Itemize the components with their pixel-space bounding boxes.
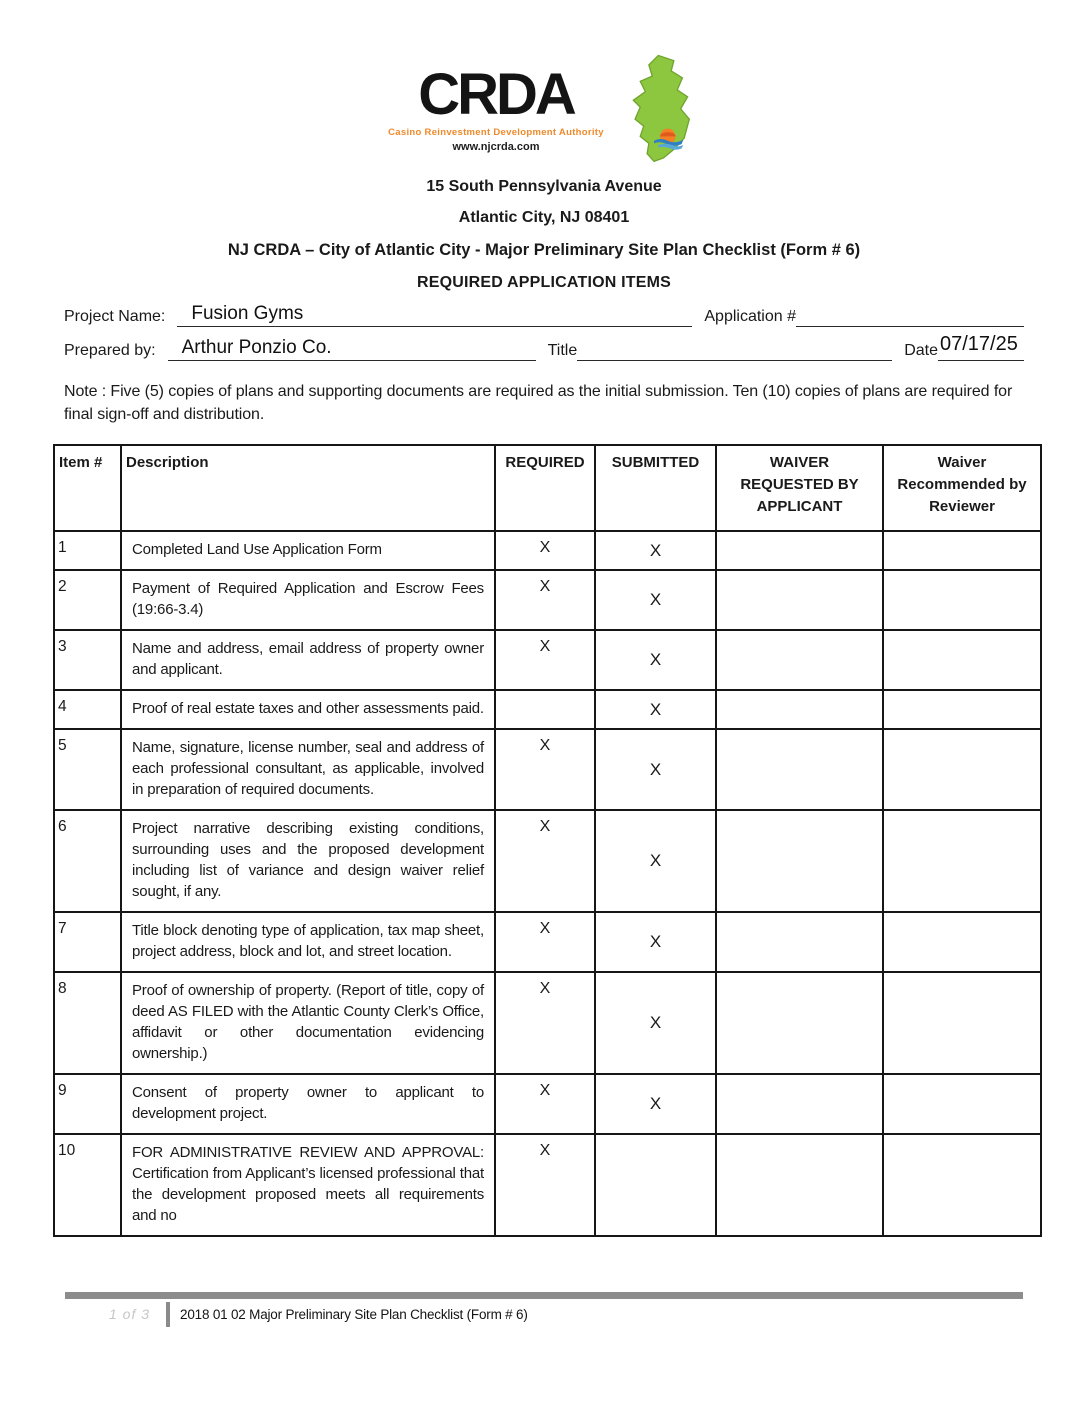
- required-mark-cell[interactable]: [495, 690, 595, 729]
- item-description: Name, signature, license number, seal and address of each professional consultant, as applicable, involved in preparation of required documents.: [121, 729, 495, 810]
- checklist-row: [54, 810, 1041, 912]
- prepared-by-row: [64, 333, 1024, 361]
- header-required: REQUIRED: [495, 445, 595, 531]
- waiver-requested-cell[interactable]: [716, 912, 883, 972]
- waiver-recommended-cell[interactable]: [883, 1074, 1041, 1134]
- waiver-recommended-cell[interactable]: [883, 972, 1041, 1074]
- header-submitted: SUBMITTED: [595, 445, 716, 531]
- page-indicator: 1 of 3: [109, 1306, 151, 1322]
- submitted-mark-cell[interactable]: X: [595, 810, 716, 912]
- waiver-requested-cell[interactable]: [716, 810, 883, 912]
- item-number: 6: [54, 810, 121, 912]
- waiver-recommended-cell[interactable]: [883, 810, 1041, 912]
- address-line-2: Atlantic City, NJ 08401: [458, 209, 630, 226]
- item-description: Proof of ownership of property. (Report of title, copy of deed AS FILED with the Atlantic County Clerk’s Office, affidavit or other documentation evidencing ownership.): [121, 972, 495, 1074]
- section-title: REQUIRED APPLICATION ITEMS: [416, 274, 672, 291]
- project-name-label: Project Name:: [64, 308, 166, 325]
- checklist-row: [54, 690, 1041, 729]
- header-waiver-requested: WAIVER REQUESTED BY APPLICANT: [716, 445, 883, 531]
- required-mark-cell[interactable]: X: [495, 729, 595, 810]
- waiver-requested-cell[interactable]: [716, 729, 883, 810]
- title-label: Title: [547, 342, 578, 359]
- item-description: Title block denoting type of application, tax map sheet, project address, block and lot, and street location.: [121, 912, 495, 972]
- form-title: NJ CRDA – City of Atlantic City - Major Preliminary Site Plan Checklist (Form # 6): [227, 241, 861, 259]
- footer-filename: 2018 01 02 Major Preliminary Site Plan Checklist (Form # 6): [180, 1306, 528, 1322]
- application-number-field[interactable]: [796, 302, 1024, 327]
- header-waiver-recommended: Waiver Recommended by Reviewer: [883, 445, 1041, 531]
- item-number: 7: [54, 912, 121, 972]
- application-fields: [64, 302, 1024, 361]
- waiver-recommended-cell[interactable]: [883, 531, 1041, 570]
- checklist-row: [54, 972, 1041, 1074]
- footer-rule: [65, 1292, 1023, 1299]
- crda-logo: [0, 0, 1088, 164]
- item-description: Consent of property owner to applicant to development project.: [121, 1074, 495, 1134]
- page-footer: [65, 1292, 1023, 1327]
- date-field[interactable]: [938, 333, 1024, 361]
- submitted-mark-cell[interactable]: X: [595, 690, 716, 729]
- crda-acronym: CRDA: [418, 62, 574, 127]
- date-label: Date: [904, 342, 938, 359]
- waiver-recommended-cell[interactable]: [883, 630, 1041, 690]
- submission-note: Note : Five (5) copies of plans and supporting documents are required as the initial submission. Ten (10) copies of plans are required for final sign-off and distribution.: [64, 383, 1013, 423]
- application-number-label: Application #: [704, 308, 796, 325]
- waiver-requested-cell[interactable]: [716, 972, 883, 1074]
- crda-website: www.njcrda.com: [452, 141, 540, 153]
- prepared-by-field[interactable]: [168, 336, 536, 361]
- submitted-mark-cell[interactable]: X: [595, 531, 716, 570]
- checklist-row: [54, 1134, 1041, 1236]
- checklist-row: [54, 630, 1041, 690]
- required-mark-cell[interactable]: X: [495, 531, 595, 570]
- waiver-recommended-cell[interactable]: [883, 729, 1041, 810]
- new-jersey-state-icon: [608, 52, 700, 164]
- submitted-mark-cell[interactable]: X: [595, 1074, 716, 1134]
- title-field[interactable]: [577, 336, 892, 361]
- crda-logo-text: [388, 62, 604, 153]
- item-description: Name and address, email address of property owner and applicant.: [121, 630, 495, 690]
- submitted-mark-cell[interactable]: X: [595, 570, 716, 630]
- required-mark-cell[interactable]: X: [495, 630, 595, 690]
- item-number: 3: [54, 630, 121, 690]
- item-number: 5: [54, 729, 121, 810]
- waiver-requested-cell[interactable]: [716, 531, 883, 570]
- checklist-row: [54, 1074, 1041, 1134]
- required-mark-cell[interactable]: X: [495, 972, 595, 1074]
- waiver-requested-cell[interactable]: [716, 1134, 883, 1236]
- waiver-requested-cell[interactable]: [716, 630, 883, 690]
- submitted-mark-cell[interactable]: [595, 1134, 716, 1236]
- submitted-mark-cell[interactable]: X: [595, 729, 716, 810]
- waiver-requested-cell[interactable]: [716, 1074, 883, 1134]
- item-number: 1: [54, 531, 121, 570]
- header-item-number: Item #: [54, 445, 121, 531]
- item-description: Payment of Required Application and Escrow Fees (19:66-3.4): [121, 570, 495, 630]
- waiver-recommended-cell[interactable]: [883, 1134, 1041, 1236]
- checklist-row: [54, 570, 1041, 630]
- checklist-row: [54, 531, 1041, 570]
- item-number: 10: [54, 1134, 121, 1236]
- waiver-recommended-cell[interactable]: [883, 570, 1041, 630]
- address-line-1: 15 South Pennsylvania Avenue: [426, 178, 662, 195]
- item-description: FOR ADMINISTRATIVE REVIEW AND APPROVAL: Certification from Applicant’s licensed professional that the development proposed meets all requirements and no: [121, 1134, 495, 1236]
- required-mark-cell[interactable]: X: [495, 570, 595, 630]
- prepared-by-value[interactable]: Arthur Ponzio Co.: [181, 337, 332, 358]
- item-number: 9: [54, 1074, 121, 1134]
- item-description: Project narrative describing existing conditions, surrounding uses and the proposed development including list of variance and design waiver relief sought, if any.: [121, 810, 495, 912]
- prepared-by-label: Prepared by:: [64, 342, 156, 359]
- submitted-mark-cell[interactable]: X: [595, 972, 716, 1074]
- crda-tagline: Casino Reinvestment Development Authority: [388, 127, 604, 138]
- project-name-row: [64, 302, 1024, 327]
- footer-divider: [166, 1302, 170, 1327]
- required-mark-cell[interactable]: X: [495, 810, 595, 912]
- waiver-recommended-cell[interactable]: [883, 912, 1041, 972]
- checklist-row: [54, 729, 1041, 810]
- item-description: Completed Land Use Application Form: [121, 531, 495, 570]
- required-mark-cell[interactable]: X: [495, 1074, 595, 1134]
- item-number: 2: [54, 570, 121, 630]
- project-name-field[interactable]: [177, 302, 692, 327]
- item-number: 4: [54, 690, 121, 729]
- waiver-requested-cell[interactable]: [716, 690, 883, 729]
- item-number: 8: [54, 972, 121, 1074]
- submitted-mark-cell[interactable]: X: [595, 912, 716, 972]
- header-description: Description: [121, 445, 495, 531]
- required-mark-cell[interactable]: X: [495, 1134, 595, 1236]
- checklist-table: [53, 444, 1042, 1237]
- waiver-recommended-cell[interactable]: [883, 690, 1041, 729]
- checklist-row: [54, 912, 1041, 972]
- required-mark-cell[interactable]: X: [495, 912, 595, 972]
- date-value[interactable]: 07/17/25: [940, 333, 1018, 355]
- checklist-table-header: [54, 445, 1041, 531]
- project-name-value[interactable]: Fusion Gyms: [191, 303, 304, 324]
- waiver-requested-cell[interactable]: [716, 570, 883, 630]
- submitted-mark-cell[interactable]: X: [595, 630, 716, 690]
- item-description: Proof of real estate taxes and other assessments paid.: [121, 690, 495, 729]
